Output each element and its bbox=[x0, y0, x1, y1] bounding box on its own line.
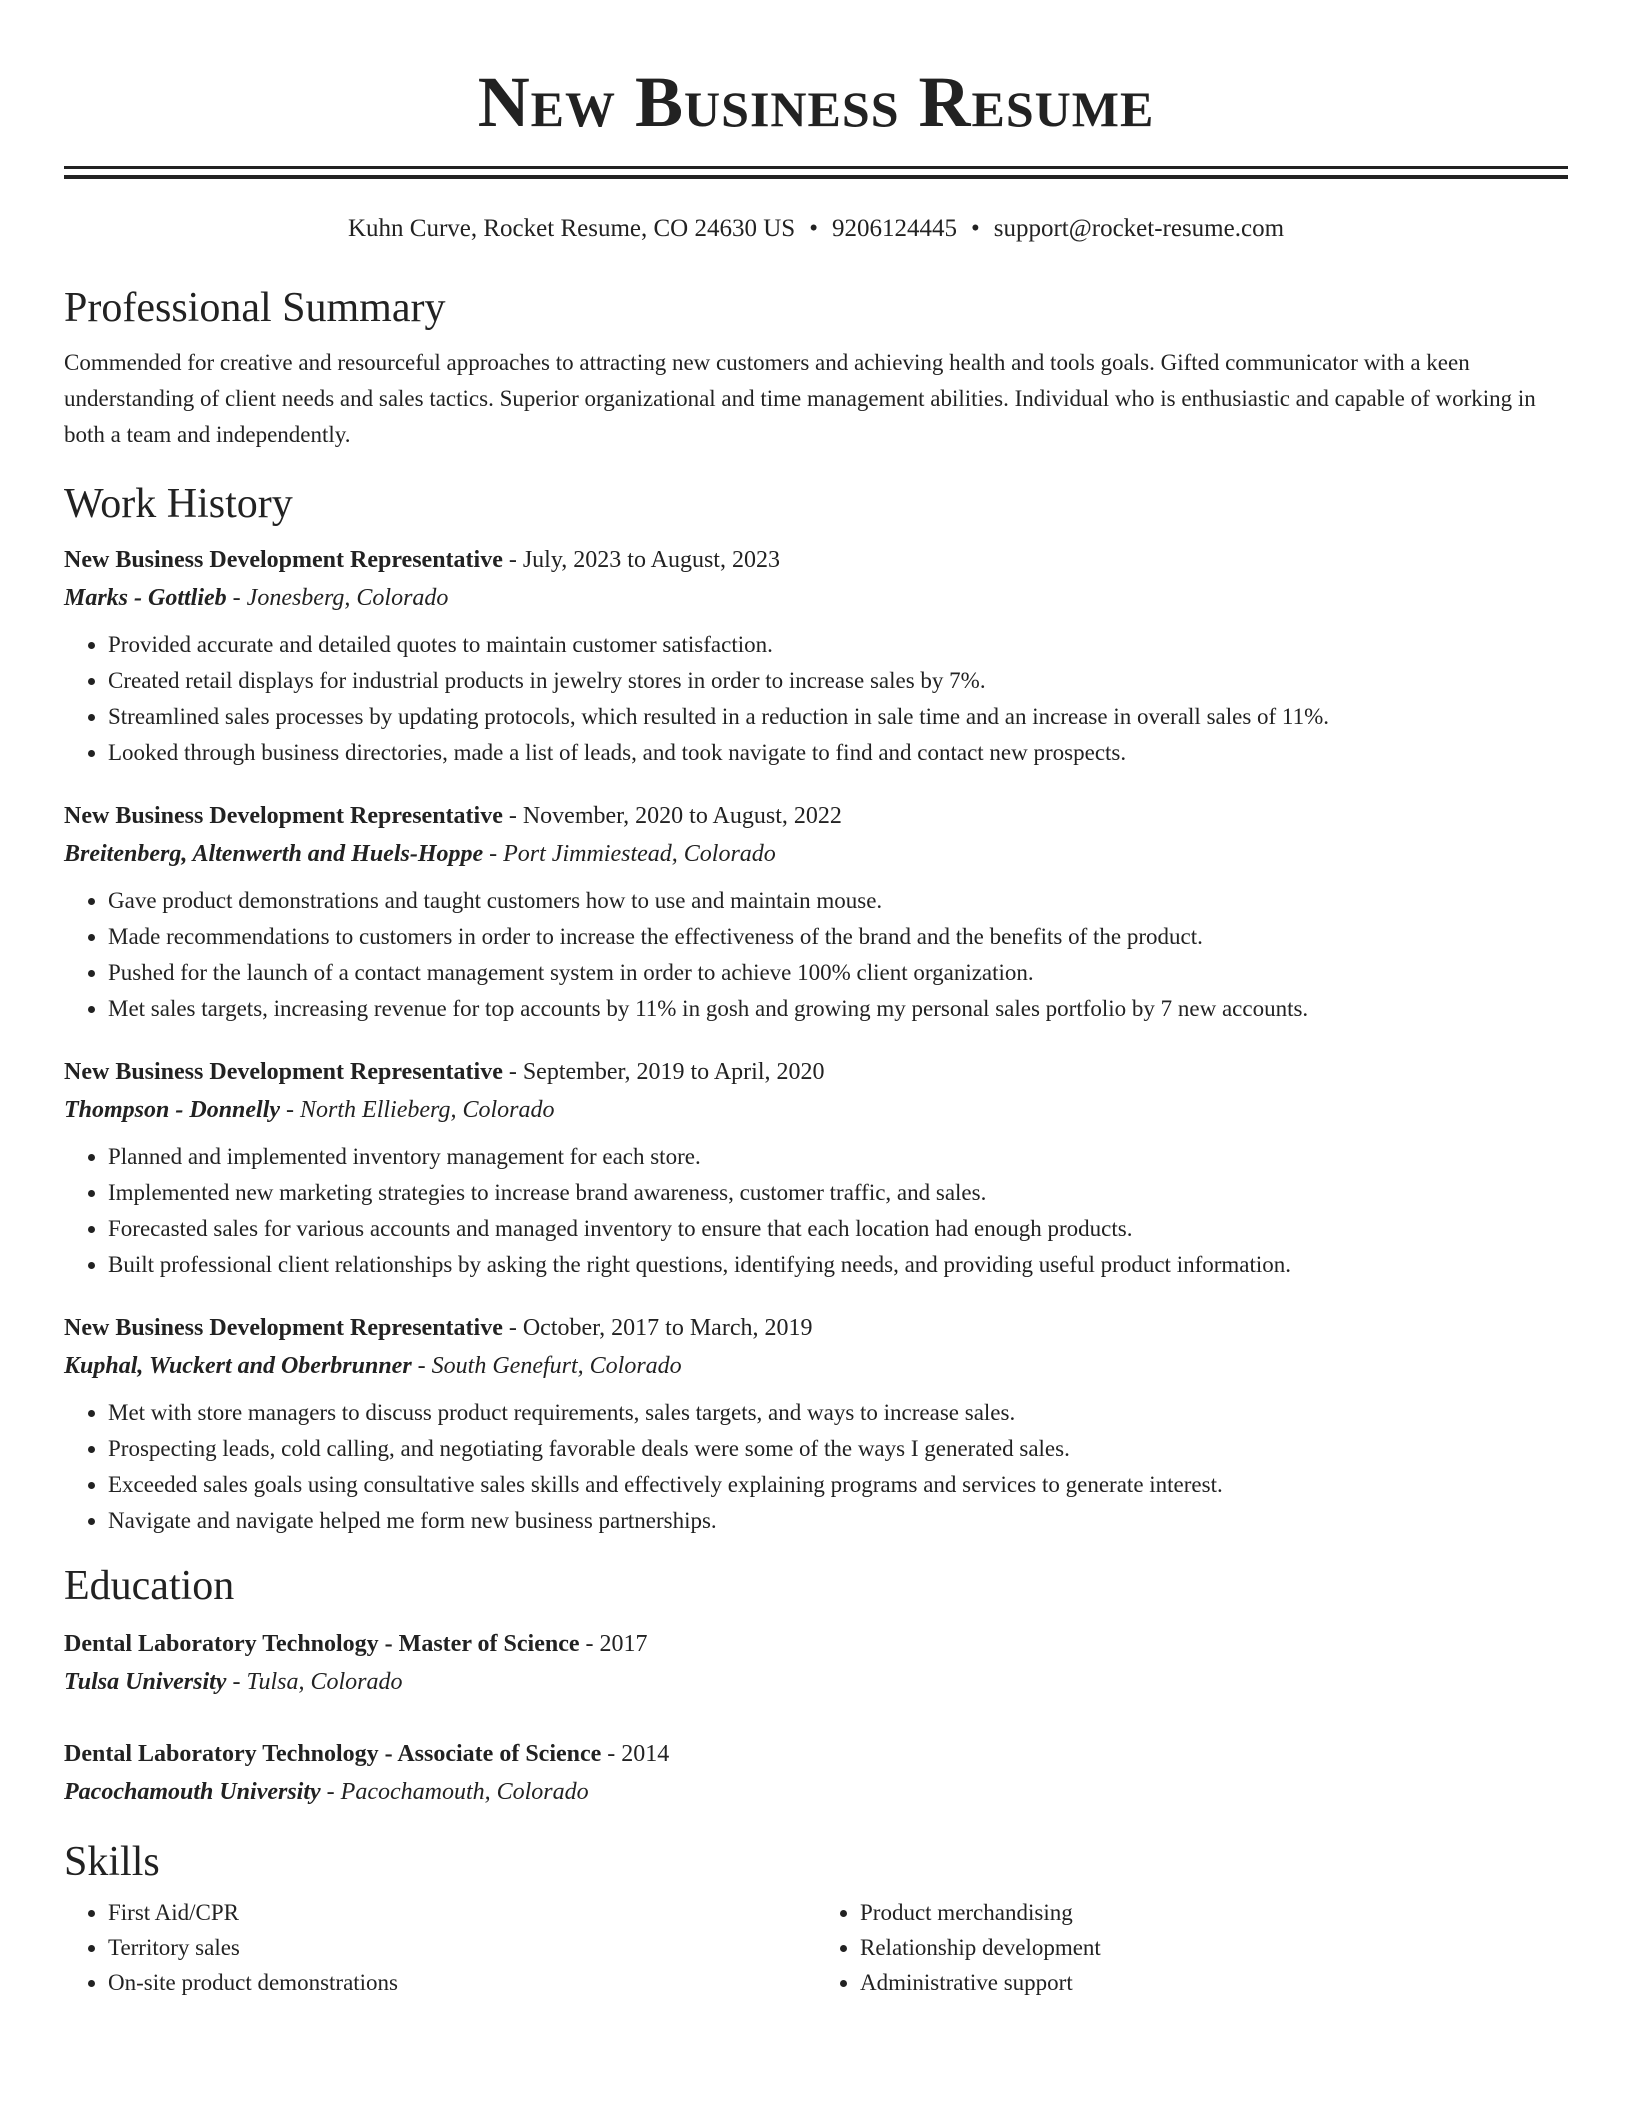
degree-year: - 2014 bbox=[601, 1741, 670, 1767]
job-title-line bbox=[64, 1309, 1568, 1347]
skill-item: • First Aid/CPR bbox=[108, 1895, 816, 1930]
degree: Dental Laboratory Technology - Associate of Science bbox=[64, 1741, 602, 1767]
job-title-line bbox=[64, 797, 1568, 835]
degree: Dental Laboratory Technology - Master of Science bbox=[64, 1631, 580, 1657]
job-bullet: • Planned and implemented inventory management for each store. bbox=[108, 1139, 1568, 1175]
skill-item: • Relationship development bbox=[860, 1930, 1568, 1965]
work-history-heading: Work History bbox=[64, 481, 293, 527]
job-bullet: • Implemented new marketing strategies to increase brand awareness, customer traffic, and sales. bbox=[108, 1175, 1568, 1211]
job-bullet: • Prospecting leads, cold calling, and negotiating favorable deals were some of the ways I generated sales. bbox=[108, 1431, 1568, 1467]
job-org-line bbox=[64, 1091, 1568, 1129]
job-title: New Business Development Representative bbox=[64, 547, 503, 573]
job-bullet: • Forecasted sales for various accounts and managed inventory to ensure that each location had enough products. bbox=[108, 1211, 1568, 1247]
job-dates: - November, 2020 to August, 2022 bbox=[502, 803, 842, 829]
job-org-line bbox=[64, 579, 1568, 617]
job-bullets bbox=[64, 627, 1568, 771]
job-location: - Jonesberg, Colorado bbox=[226, 585, 449, 611]
job-title-line bbox=[64, 541, 1568, 579]
job-bullet: • Provided accurate and detailed quotes to maintain customer satisfaction. bbox=[108, 627, 1568, 663]
skill-item: • Territory sales bbox=[108, 1930, 816, 1965]
contact-separator: • bbox=[970, 215, 980, 242]
school-location: - Pacochamouth, Colorado bbox=[320, 1779, 589, 1805]
job-bullet: • Streamlined sales processes by updating protocols, which resulted in a reduction in sale time and an increase in overall sales of 11%. bbox=[108, 699, 1568, 735]
job-title: New Business Development Representative bbox=[64, 1059, 503, 1085]
job-dates: - October, 2017 to March, 2019 bbox=[502, 1315, 813, 1341]
contact-address: Kuhn Curve, Rocket Resume, CO 24630 US bbox=[347, 215, 796, 242]
school: Pacochamouth University bbox=[64, 1779, 321, 1805]
skills-list-left bbox=[64, 1895, 816, 2000]
degree-line bbox=[64, 1625, 1568, 1663]
skills-heading: Skills bbox=[64, 1839, 160, 1885]
resume-page bbox=[64, 0, 1568, 2000]
job-company: Kuphal, Wuckert and Oberbrunner bbox=[64, 1353, 412, 1379]
job-bullet: • Pushed for the launch of a contact management system in order to achieve 100% client organization. bbox=[108, 955, 1568, 991]
degree-year: - 2017 bbox=[579, 1631, 648, 1657]
school-line bbox=[64, 1773, 1568, 1811]
job-dates: - September, 2019 to April, 2020 bbox=[502, 1059, 825, 1085]
job-bullets bbox=[64, 1139, 1568, 1283]
job-bullet: • Navigate and navigate helped me form new business partnerships. bbox=[108, 1503, 1568, 1539]
header-rule-bottom bbox=[64, 175, 1568, 179]
school-line bbox=[64, 1663, 1568, 1701]
job-bullet: • Gave product demonstrations and taught customers how to use and maintain mouse. bbox=[108, 883, 1568, 919]
contact-phone: 9206124445 bbox=[831, 215, 957, 242]
job-location: - Port Jimmiestead, Colorado bbox=[483, 841, 776, 867]
summary-text: Commended for creative and resourceful approaches to attracting new customers and achieving health and tools goals. Gifted communicator with a keen understanding of client needs and sales tactics. Superior organizational and time management abilities. Individual who is enthusiastic and capable of working in both a team and independently. bbox=[64, 350, 1536, 447]
job-bullet: • Built professional client relationships by asking the right questions, identifying needs, and providing useful product information. bbox=[108, 1247, 1568, 1283]
job-entry bbox=[64, 1309, 1568, 1539]
job-title-line bbox=[64, 1053, 1568, 1091]
job-bullets bbox=[64, 883, 1568, 1027]
header-rule-top bbox=[64, 166, 1568, 169]
skills-columns bbox=[64, 1895, 1568, 2000]
job-company: Breitenberg, Altenwerth and Huels-Hoppe bbox=[64, 841, 484, 867]
skill-item: • On-site product demonstrations bbox=[108, 1965, 816, 2000]
job-title: New Business Development Representative bbox=[64, 1315, 503, 1341]
education-heading: Education bbox=[64, 1563, 235, 1609]
job-title: New Business Development Representative bbox=[64, 803, 503, 829]
job-entry bbox=[64, 1053, 1568, 1283]
job-bullet: • Looked through business directories, made a list of leads, and took navigate to find and contact new prospects. bbox=[108, 735, 1568, 771]
contact-line bbox=[64, 213, 1568, 245]
contact-separator: • bbox=[809, 215, 818, 242]
school-location: - Tulsa, Colorado bbox=[226, 1669, 403, 1695]
job-location: - South Genefurt, Colorado bbox=[411, 1353, 682, 1379]
degree-line bbox=[64, 1735, 1568, 1773]
job-dates: - July, 2023 to August, 2023 bbox=[502, 547, 780, 573]
job-bullet: • Met with store managers to discuss product requirements, sales targets, and ways to increase sales. bbox=[108, 1395, 1568, 1431]
skill-item: • Administrative support bbox=[860, 1965, 1568, 2000]
resume-name: New Business Resume bbox=[477, 62, 1155, 142]
job-bullet: • Made recommendations to customers in order to increase the effectiveness of the brand and the benefits of the product. bbox=[108, 919, 1568, 955]
education-entry bbox=[64, 1625, 1568, 1701]
summary-heading: Professional Summary bbox=[64, 285, 446, 331]
school: Tulsa University bbox=[64, 1669, 227, 1695]
job-company: Thompson - Donnelly bbox=[64, 1097, 281, 1123]
job-entry bbox=[64, 797, 1568, 1027]
job-bullets bbox=[64, 1395, 1568, 1539]
job-bullet: • Created retail displays for industrial products in jewelry stores in order to increase sales by 7%. bbox=[108, 663, 1568, 699]
skills-list-right bbox=[816, 1895, 1568, 2000]
job-org-line bbox=[64, 835, 1568, 873]
job-org-line bbox=[64, 1347, 1568, 1385]
job-company: Marks - Gottlieb bbox=[64, 585, 227, 611]
education-entry bbox=[64, 1735, 1568, 1811]
contact-email: support@rocket-resume.com bbox=[993, 215, 1285, 242]
job-bullet: • Met sales targets, increasing revenue for top accounts by 11% in gosh and growing my personal sales portfolio by 7 new accounts. bbox=[108, 991, 1568, 1027]
job-location: - North Ellieberg, Colorado bbox=[280, 1097, 555, 1123]
job-entry bbox=[64, 541, 1568, 771]
job-bullet: • Exceeded sales goals using consultative sales skills and effectively explaining programs and services to generate interest. bbox=[108, 1467, 1568, 1503]
skill-item: • Product merchandising bbox=[860, 1895, 1568, 1930]
